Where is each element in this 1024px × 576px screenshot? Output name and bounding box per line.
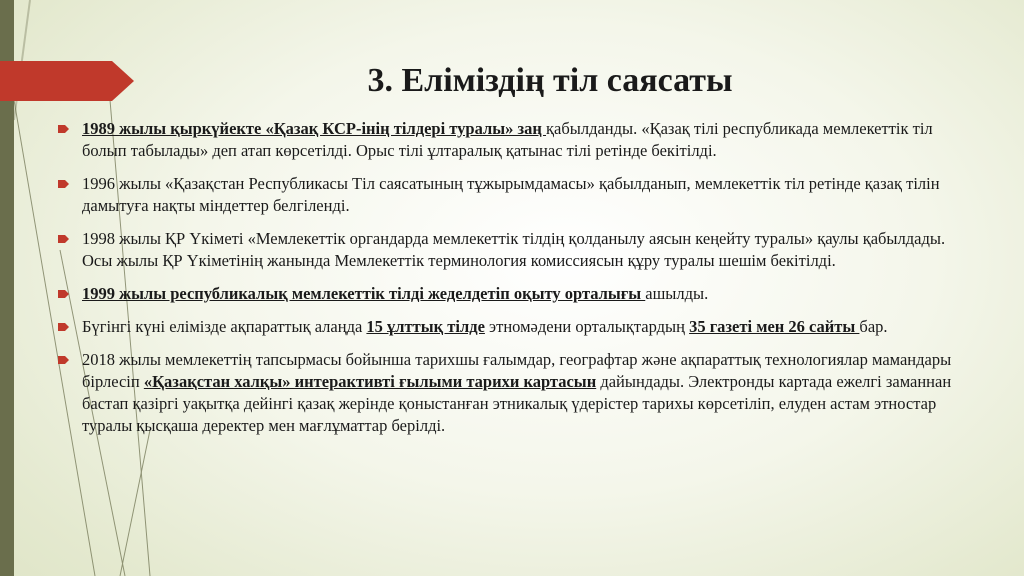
bullet-emphasis: 1989 жылы қыркүйекте «Қазақ КСР-інің тілдері туралы» заң xyxy=(82,119,547,138)
bullet-text: 1996 жылы «Қазақстан Республикасы Тіл саясатының тұжырымдамасы» қабылданып, мемлекеттік тіл ретінде қазақ тілін дамытуға нақты міндеттер белгіленді. xyxy=(82,174,940,215)
bullet-arrow-icon xyxy=(58,323,69,331)
bullet-arrow-icon xyxy=(58,180,69,188)
bullet-text: бар. xyxy=(859,317,888,336)
bullet-list xyxy=(58,118,978,448)
bullet-emphasis: 15 ұлттық тілде xyxy=(366,317,485,336)
bullet-arrow-icon xyxy=(58,356,69,364)
bullet-text: дайындады. Электронды картада ежелгі заманнан бастап қазіргі уақытқа дейінгі қазақ жерінде қоныстанған этникалық үдерістер тарихы көрсетіліп, елуден астам этностар туралы қысқаша деректер мен мағлұматтар берілді. xyxy=(82,372,952,435)
bullet-text: 1998 жылы ҚР Үкіметі «Мемлекеттік органдарда мемлекеттік тілдің қолданылу аясын кеңейту туралы» қаулы қабылдады. Осы жылы ҚР Үкіметінің жанында Мемлекеттік терминология комиссиясын құру туралы шешім бекітілді. xyxy=(82,229,946,270)
bullet-text: этномәдени орталықтардың xyxy=(484,317,690,336)
bullet-item xyxy=(58,228,978,272)
bullet-arrow-icon xyxy=(58,290,69,298)
bullet-arrow-icon xyxy=(58,125,69,133)
bullet-item xyxy=(58,283,978,305)
bullet-arrow-icon xyxy=(58,235,69,243)
bullet-item xyxy=(58,316,978,338)
bullet-text: қабылданды. «Қазақ тілі республикада мемлекеттік тіл болып табылады» деп атап көрсетілді. Орыс тілі ұлтаралық қатынас тілі ретінде бекітілді. xyxy=(82,119,933,160)
bullet-item xyxy=(58,173,978,217)
bullet-item xyxy=(58,349,978,437)
bullet-text: ашылды. xyxy=(645,284,709,303)
title-arrow-decoration xyxy=(0,61,134,101)
bullet-emphasis: «Қазақстан халқы» интерактивті ғылыми тарихи картасын xyxy=(143,372,597,391)
bullet-text: Бүгінгі күні елімізде ақпараттық алаңда xyxy=(82,317,367,336)
bullet-emphasis: 1999 жылы республикалық мемлекеттік тілді жеделдетіп оқыту орталығы xyxy=(82,284,646,303)
bullet-item xyxy=(58,118,978,162)
bullet-emphasis: 35 газеті мен 26 сайты xyxy=(689,317,860,336)
slide-title: 3. Еліміздің тіл саясаты xyxy=(367,62,733,99)
bullet-text: 2018 жылы мемлекеттің тапсырмасы бойынша тарихшы ғалымдар, географтар және ақпараттық технологиялар мамандары бірлесіп xyxy=(82,350,952,391)
